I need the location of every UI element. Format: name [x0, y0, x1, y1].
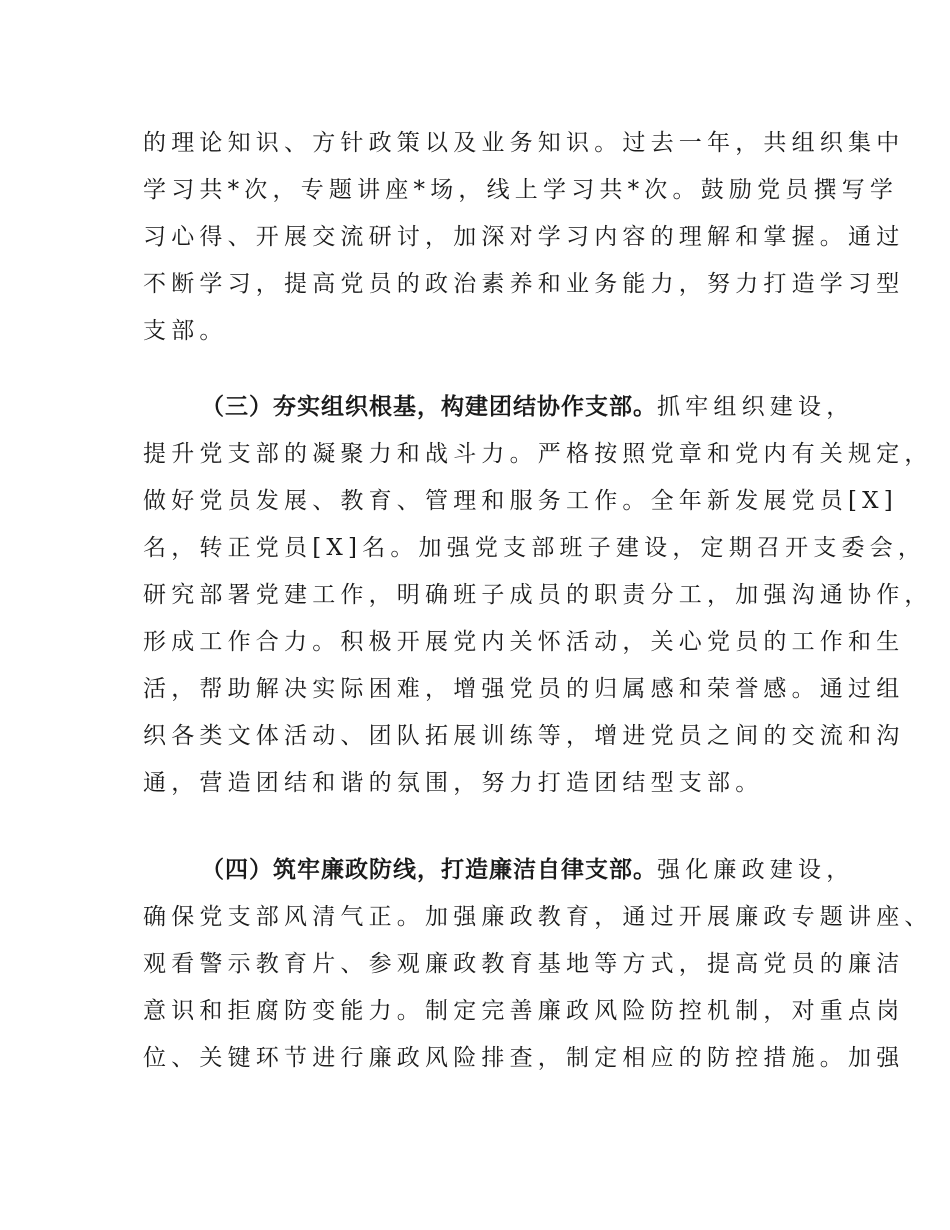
section-heading: （四）筑牢廉政防线，打造廉洁自律支部。 [201, 857, 657, 883]
text-line: 位、关键环节进行廉政风险排查，制定相应的防控措施。加强 [143, 1045, 905, 1071]
text-line: 观看警示教育片、参观廉政教育基地等方式，提高党员的廉洁 [143, 951, 905, 977]
text-run: 强化廉政建设， [657, 857, 855, 883]
section-heading: （三）夯实组织根基，构建团结协作支部。 [201, 394, 657, 420]
paragraph-organization [143, 384, 933, 807]
text-line: 学习共*次，专题讲座*场，线上学习共*次。鼓励党员撰写学 [143, 177, 899, 203]
text-line: 形成工作合力。积极开展党内关怀活动，关心党员的工作和生 [143, 629, 905, 655]
text-run: 抓牢组织建设， [657, 394, 855, 420]
text-line-first [143, 847, 855, 894]
text-line: 研究部署党建工作，明确班子成员的职责分工，加强沟通协作， [143, 582, 933, 608]
text-line: 确保党支部风清气正。加强廉政教育，通过开展廉政专题讲座、 [143, 904, 933, 930]
paragraph-integrity [143, 847, 933, 1082]
text-line: 活，帮助解决实际困难，增强党员的归属感和荣誉感。通过组 [143, 676, 905, 702]
text-line: 提升党支部的凝聚力和战斗力。严格按照党章和党内有关规定， [143, 441, 933, 467]
text-line: 名，转正党员[X]名。加强党支部班子建设，定期召开支委会， [143, 535, 927, 561]
text-line: 通，营造团结和谐的氛围，努力打造团结型支部。 [143, 770, 764, 796]
text-line: 支部。 [143, 318, 228, 344]
text-line: 意识和拒腐防变能力。制定完善廉政风险防控机制，对重点岗 [143, 998, 905, 1024]
text-line: 不断学习，提高党员的政治素养和业务能力，努力打造学习型 [143, 271, 905, 297]
text-line-first [143, 384, 855, 431]
text-line: 的理论知识、方针政策以及业务知识。过去一年，共组织集中 [143, 130, 905, 156]
text-line: 织各类文体活动、团队拓展训练等，增进党员之间的交流和沟 [143, 723, 905, 749]
paragraph-study [143, 120, 905, 355]
text-line: 习心得、开展交流研讨，加深对学习内容的理解和掌握。通过 [143, 224, 905, 250]
text-line: 做好党员发展、教育、管理和服务工作。全年新发展党员[X] [143, 488, 898, 514]
